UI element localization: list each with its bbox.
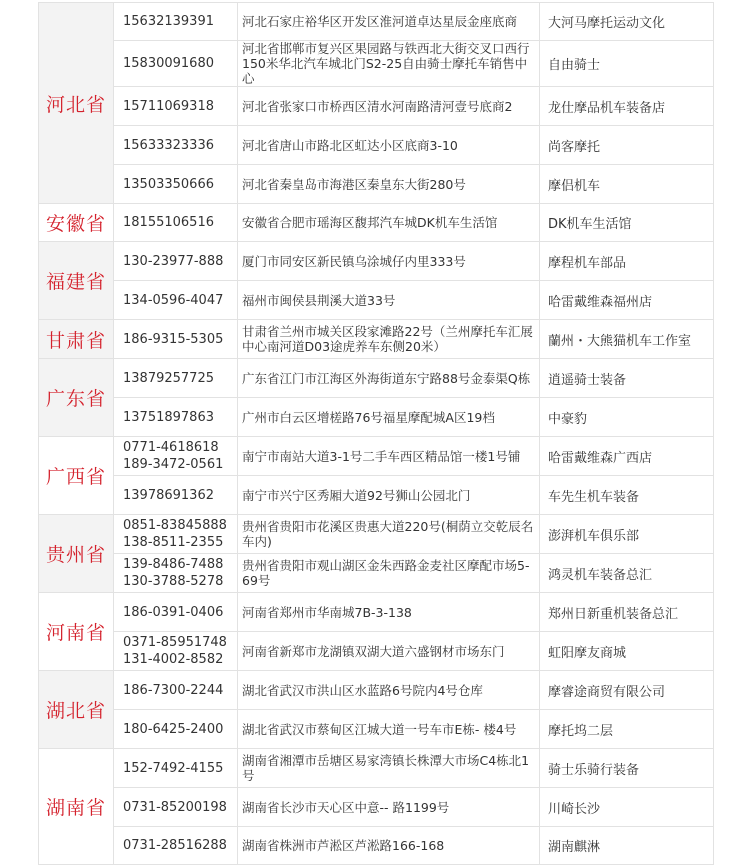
address-cell: 福州市闽侯县荆溪大道33号 [238,281,540,320]
phone-cell [114,204,238,242]
shop-name-cell: 川崎长沙 [540,788,714,827]
phone-cell [114,320,238,359]
table-row [39,593,714,632]
table-row [39,515,714,554]
province-cell: 湖南省 [39,749,114,865]
phone-cell [114,710,238,749]
table-row [39,204,714,242]
phone-cell [114,437,238,476]
address-cell: 湖南省湘潭市岳塘区易家湾镇长株潭大市场C4栋北1号 [238,749,540,788]
table-row [39,710,714,749]
address-cell: 湖北省武汉市洪山区水蓝路6号院内4号仓库 [238,671,540,710]
phone-number: 189-3472-0561 [123,457,224,472]
phone-number: 186-7300-2244 [123,682,224,698]
phone-number: 13751897863 [123,409,214,425]
phone-number: 0731-85200198 [123,799,227,815]
phone-cell [114,165,238,204]
shop-name-cell: 尚客摩托 [540,126,714,165]
shop-name-cell: 摩程机车部品 [540,242,714,281]
province-cell: 福建省 [39,242,114,320]
phone-cell [114,359,238,398]
phone-number: 0771-4618618 [123,440,219,455]
address-cell: 甘肃省兰州市城关区段家滩路22号（兰州摩托车汇展中心南河道D03途虎养车东侧20米） [238,320,540,359]
phone-cell [114,126,238,165]
phone-cell [114,632,238,671]
phone-number: 131-4002-8582 [123,652,224,667]
address-cell: 南宁市南站大道3-1号二手车西区精品馆一楼1号铺 [238,437,540,476]
shop-name-cell: 摩托坞二层 [540,710,714,749]
shop-name-cell: 虹阳摩友商城 [540,632,714,671]
shop-name-cell: 摩睿途商贸有限公司 [540,671,714,710]
phone-cell [114,87,238,126]
table-row [39,320,714,359]
address-cell: 广东省江门市江海区外海街道东宁路88号金泰渠Q栋 [238,359,540,398]
address-cell: 河北省秦皇岛市海港区秦皇东大街280号 [238,165,540,204]
phone-cell [114,398,238,437]
shop-name-cell: 湖南麒淋 [540,827,714,865]
table-row [39,632,714,671]
table-row [39,281,714,320]
shop-name-cell: 大河马摩托运动文化 [540,3,714,41]
shop-name-cell: 龙仕摩品机车装备店 [540,87,714,126]
phone-cell [114,242,238,281]
shop-name-cell: 骑士乐骑行装备 [540,749,714,788]
phone-number: 186-0391-0406 [123,604,224,620]
shop-name-cell: 中豪豹 [540,398,714,437]
phone-number: 15632139391 [123,14,214,29]
address-cell: 河北石家庄裕华区开发区淮河道卓达星辰金座底商 [238,3,540,41]
phone-cell [114,476,238,515]
phone-number: 13978691362 [123,487,214,503]
shop-name-cell: 逍遥骑士装备 [540,359,714,398]
phone-number: 0851-83845888 [123,518,227,533]
address-cell: 河北省唐山市路北区虹达小区底商3-10 [238,126,540,165]
shop-name-cell: 车先生机车装备 [540,476,714,515]
shop-name-cell: 哈雷戴维森广西店 [540,437,714,476]
phone-number: 15633323336 [123,137,214,153]
phone-number: 18155106516 [123,215,214,230]
province-cell: 河北省 [39,3,114,204]
province-cell: 安徽省 [39,204,114,242]
province-cell: 广西省 [39,437,114,515]
phone-number: 130-23977-888 [123,253,224,269]
phone-number: 186-9315-5305 [123,331,224,347]
shop-name-cell: 摩侣机车 [540,165,714,204]
phone-cell [114,749,238,788]
table-row [39,41,714,87]
province-cell: 甘肃省 [39,320,114,359]
phone-cell [114,593,238,632]
phone-cell [114,554,238,593]
table-row [39,242,714,281]
address-cell: 河南省郑州市华南城7B-3-138 [238,593,540,632]
shop-name-cell: 蘭州・大熊猫机车工作室 [540,320,714,359]
address-cell: 贵州省贵阳市观山湖区金朱西路金麦社区摩配市场5-69号 [238,554,540,593]
shop-name-cell: 自由骑士 [540,41,714,87]
phone-number: 180-6425-2400 [123,721,224,737]
shop-name-cell: 哈雷戴维森福州店 [540,281,714,320]
address-cell: 湖北省武汉市蔡甸区江城大道一号车市E栋- 楼4号 [238,710,540,749]
address-cell: 广州市白云区增槎路76号福星摩配城A区19档 [238,398,540,437]
phone-number: 130-3788-5278 [123,574,224,589]
province-cell: 湖北省 [39,671,114,749]
phone-number: 138-8511-2355 [123,535,224,550]
phone-cell [114,3,238,41]
shop-name-cell: 鸿灵机车装备总汇 [540,554,714,593]
province-cell: 广东省 [39,359,114,437]
address-cell: 贵州省贵阳市花溪区贵惠大道220号(桐荫立交乾辰名车内) [238,515,540,554]
table-row [39,398,714,437]
phone-number: 15711069318 [123,98,214,114]
address-cell: 河北省张家口市桥西区清水河南路清河壹号底商2 [238,87,540,126]
phone-number: 13503350666 [123,176,214,192]
phone-cell [114,788,238,827]
table-row [39,788,714,827]
province-cell: 河南省 [39,593,114,671]
phone-cell [114,281,238,320]
address-cell: 湖南省长沙市天心区中意-- 路1199号 [238,788,540,827]
table-row [39,87,714,126]
phone-number: 15830091680 [123,56,214,71]
dealer-table [38,2,714,865]
phone-number: 134-0596-4047 [123,292,224,308]
phone-number: 13879257725 [123,370,214,386]
phone-cell [114,671,238,710]
shop-name-cell: DK机车生活馆 [540,204,714,242]
province-cell: 贵州省 [39,515,114,593]
phone-cell [114,515,238,554]
table-row [39,3,714,41]
phone-cell [114,41,238,87]
table-row [39,671,714,710]
address-cell: 厦门市同安区新民镇乌涂城仔内里333号 [238,242,540,281]
shop-name-cell: 郑州日新重机装备总汇 [540,593,714,632]
phone-number: 139-8486-7488 [123,557,224,572]
dealer-table-body [39,3,714,865]
phone-number: 152-7492-4155 [123,760,224,776]
address-cell: 湖南省株洲市芦淞区芦淞路166-168 [238,827,540,865]
table-row [39,126,714,165]
table-row [39,359,714,398]
table-row [39,437,714,476]
table-row [39,554,714,593]
address-cell: 南宁市兴宁区秀厢大道92号狮山公园北门 [238,476,540,515]
table-row [39,749,714,788]
address-cell: 安徽省合肥市瑶海区馥邦汽车城DK机车生活馆 [238,204,540,242]
address-cell: 河北省邯郸市复兴区果园路与铁西北大街交叉口西行150米华北汽车城北门S2-25自由骑士摩托车销售中心 [238,41,540,87]
table-row [39,476,714,515]
shop-name-cell: 澎湃机车俱乐部 [540,515,714,554]
address-cell: 河南省新郑市龙湖镇双湖大道六盛钢材市场东门 [238,632,540,671]
phone-number: 0731-28516288 [123,838,227,853]
phone-number: 0371-85951748 [123,635,227,650]
table-row [39,165,714,204]
